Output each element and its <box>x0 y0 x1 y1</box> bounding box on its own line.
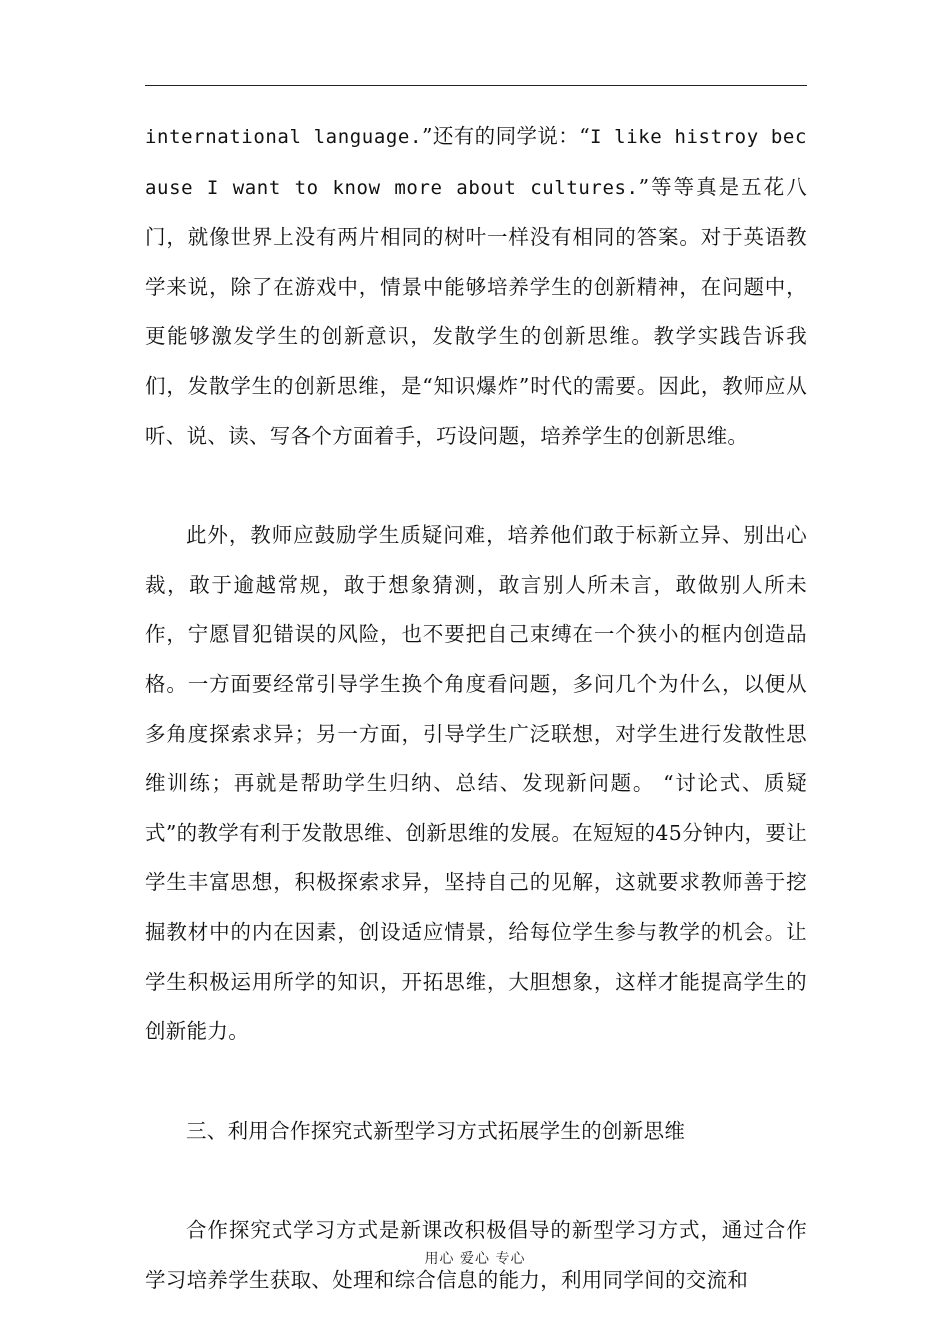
paragraph-3: 合作探究式学习方式是新课改积极倡导的新型学习方式，通过合作学习培养学生获取、处理和综合信息的能力，利用同学间的交流和 <box>145 1218 807 1292</box>
text-run: ”等等真是五花八门，就像世界上没有两片相同的树叶一样没有相同的答案。对于英语教学来说，除了在游戏中，情景中能够培养学生的创新精神，在问题中，更能够激发学生的创新意识，发散学生的创新思维。教学实践告诉我们，发散学生的创新思维，是“知识爆炸”时代的需要。因此，教师应从听、说、读、写各个方面着手，巧设问题，培养学生的创新思维。 <box>145 174 807 448</box>
english-quote-b: I like histroy because I want to know more about cultures. <box>145 126 807 199</box>
english-quote-a: international language. <box>145 126 422 148</box>
paragraph-continuation <box>145 112 807 461</box>
section-heading-3: 三、利用合作探究式新型学习方式拓展学生的创新思维 <box>186 1118 686 1143</box>
header-rule <box>145 85 807 86</box>
page-footer: 用心 爱心 专心 <box>424 1251 526 1267</box>
paragraph-2: 此外，教师应鼓励学生质疑问难，培养他们敢于标新立异、别出心裁，敢于逾越常规，敢于想象猜测，敢言别人所未言，敢做别人所未作，宁愿冒犯错误的风险，也不要把自己束缚在一个狭小的框内创造品格。一方面要经常引导学生换个角度看问题，多问几个为什么，以便从多角度探索求异；另一方面，引导学生广泛联想，对学生进行发散性思维训练；再就是帮助学生归纳、总结、发现新问题。 “讨论式、质疑式”的教学有利于发散思维、创新思维的发展。在短短的45分钟内，要让学生丰富思想，积极探索求异，坚持自己的见解，这就要求教师善于挖掘教材中的内在因素，创设适应情景，给每位学生参与教学的机会。让学生积极运用所学的知识，开拓思维，大胆想象，这样才能提高学生的创新能力。 <box>145 523 807 1044</box>
document-body <box>145 112 807 1305</box>
text-run: ”还有的同学说：“ <box>422 124 590 148</box>
